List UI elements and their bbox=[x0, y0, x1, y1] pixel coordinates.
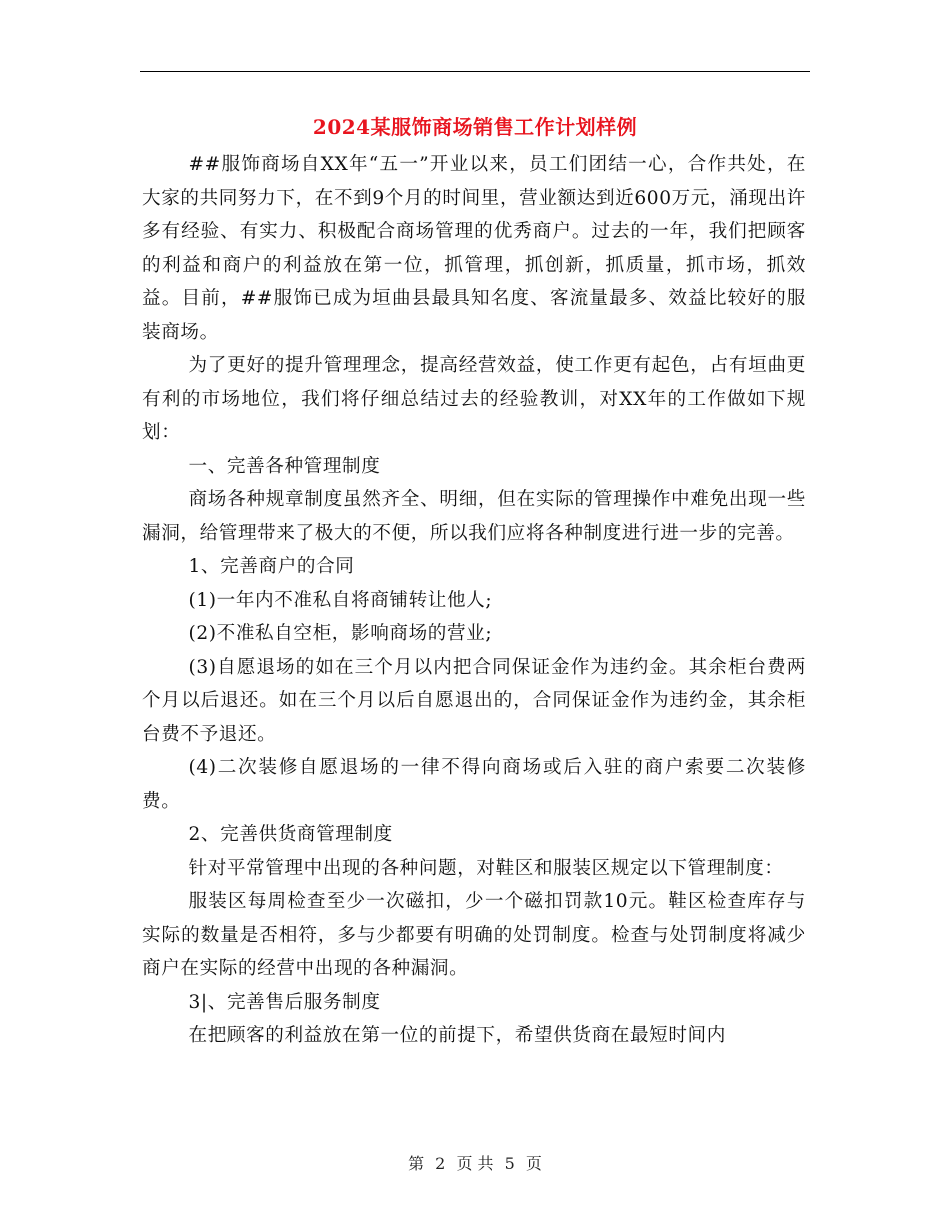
section-heading-1: 一、完善各种管理制度 bbox=[188, 455, 381, 477]
document-body bbox=[142, 148, 806, 1053]
subsection-heading-2: 2、完善供货商管理制度 bbox=[188, 824, 393, 845]
current-page-number: 2 bbox=[435, 1154, 446, 1173]
footer-suffix: 页 bbox=[525, 1154, 542, 1173]
paragraph-after-sales: 在把顾客的利益放在第一位的前提下，希望供货商在最短时间内 bbox=[188, 1025, 726, 1046]
list-item: (1)一年内不准私自将商铺转让他人; bbox=[188, 589, 493, 611]
page-footer bbox=[0, 1152, 950, 1176]
list-item: (2)不准私自空柜，影响商场的营业; bbox=[188, 623, 493, 644]
list-item: (4)二次装修自愿退场的一律不得向商场或后入驻的商户索要二次装修费。 bbox=[142, 757, 806, 812]
header-rule bbox=[140, 71, 810, 72]
paragraph-intro: ##服饰商场自XX年“五一”开业以来，员工们团结一心，合作共处，在大家的共同努力下，在不到9个月的时间里，营业额达到近600万元，涌现出许多有经验、有实力、积极配合商场管理的优秀商户。过去的一年，我们把顾客的利益和商户的利益放在第一位，抓管理，抓创新，抓质量，抓市场，抓效益。目前，##服饰已成为垣曲县最具知名度、客流量最多、效益比较好的服装商场。 bbox=[142, 154, 806, 343]
footer-middle: 页 共 bbox=[456, 1154, 494, 1173]
paragraph-rules: 商场各种规章制度虽然齐全、明细，但在实际的管理操作中难免出现一些漏洞，给管理带来了极大的不便，所以我们应将各种制度进行进一步的完善。 bbox=[142, 489, 806, 544]
subsection-heading-3: 3|、完善售后服务制度 bbox=[188, 991, 381, 1013]
footer-prefix: 第 bbox=[408, 1154, 425, 1173]
list-item: (3)自愿退场的如在三个月以内把合同保证金作为违约金。其余柜台费两个月以后退还。如在三个月以后自愿退出的，合同保证金作为违约金，其余柜台费不予退还。 bbox=[142, 656, 806, 745]
paragraph-plan: 为了更好的提升管理理念，提高经营效益，使工作更有起色，占有垣曲更有利的市场地位，我们将仔细总结过去的经验教训，对XX年的工作做如下规划： bbox=[142, 355, 806, 443]
paragraph-supplier-intro: 针对平常管理中出现的各种问题，对鞋区和服装区规定以下管理制度： bbox=[188, 857, 784, 879]
document-title: 2024某服饰商场销售工作计划样例 bbox=[312, 115, 638, 139]
subsection-heading-1: 1、完善商户的合同 bbox=[188, 556, 355, 577]
total-pages-number: 5 bbox=[504, 1154, 515, 1173]
paragraph-inspection: 服装区每周检查至少一次磁扣，少一个磁扣罚款10元。鞋区检查库存与实际的数量是否相符，多与少都要有明确的处罚制度。检查与处罚制度将减少商户在实际的经营中出现的各种漏洞。 bbox=[142, 891, 806, 979]
